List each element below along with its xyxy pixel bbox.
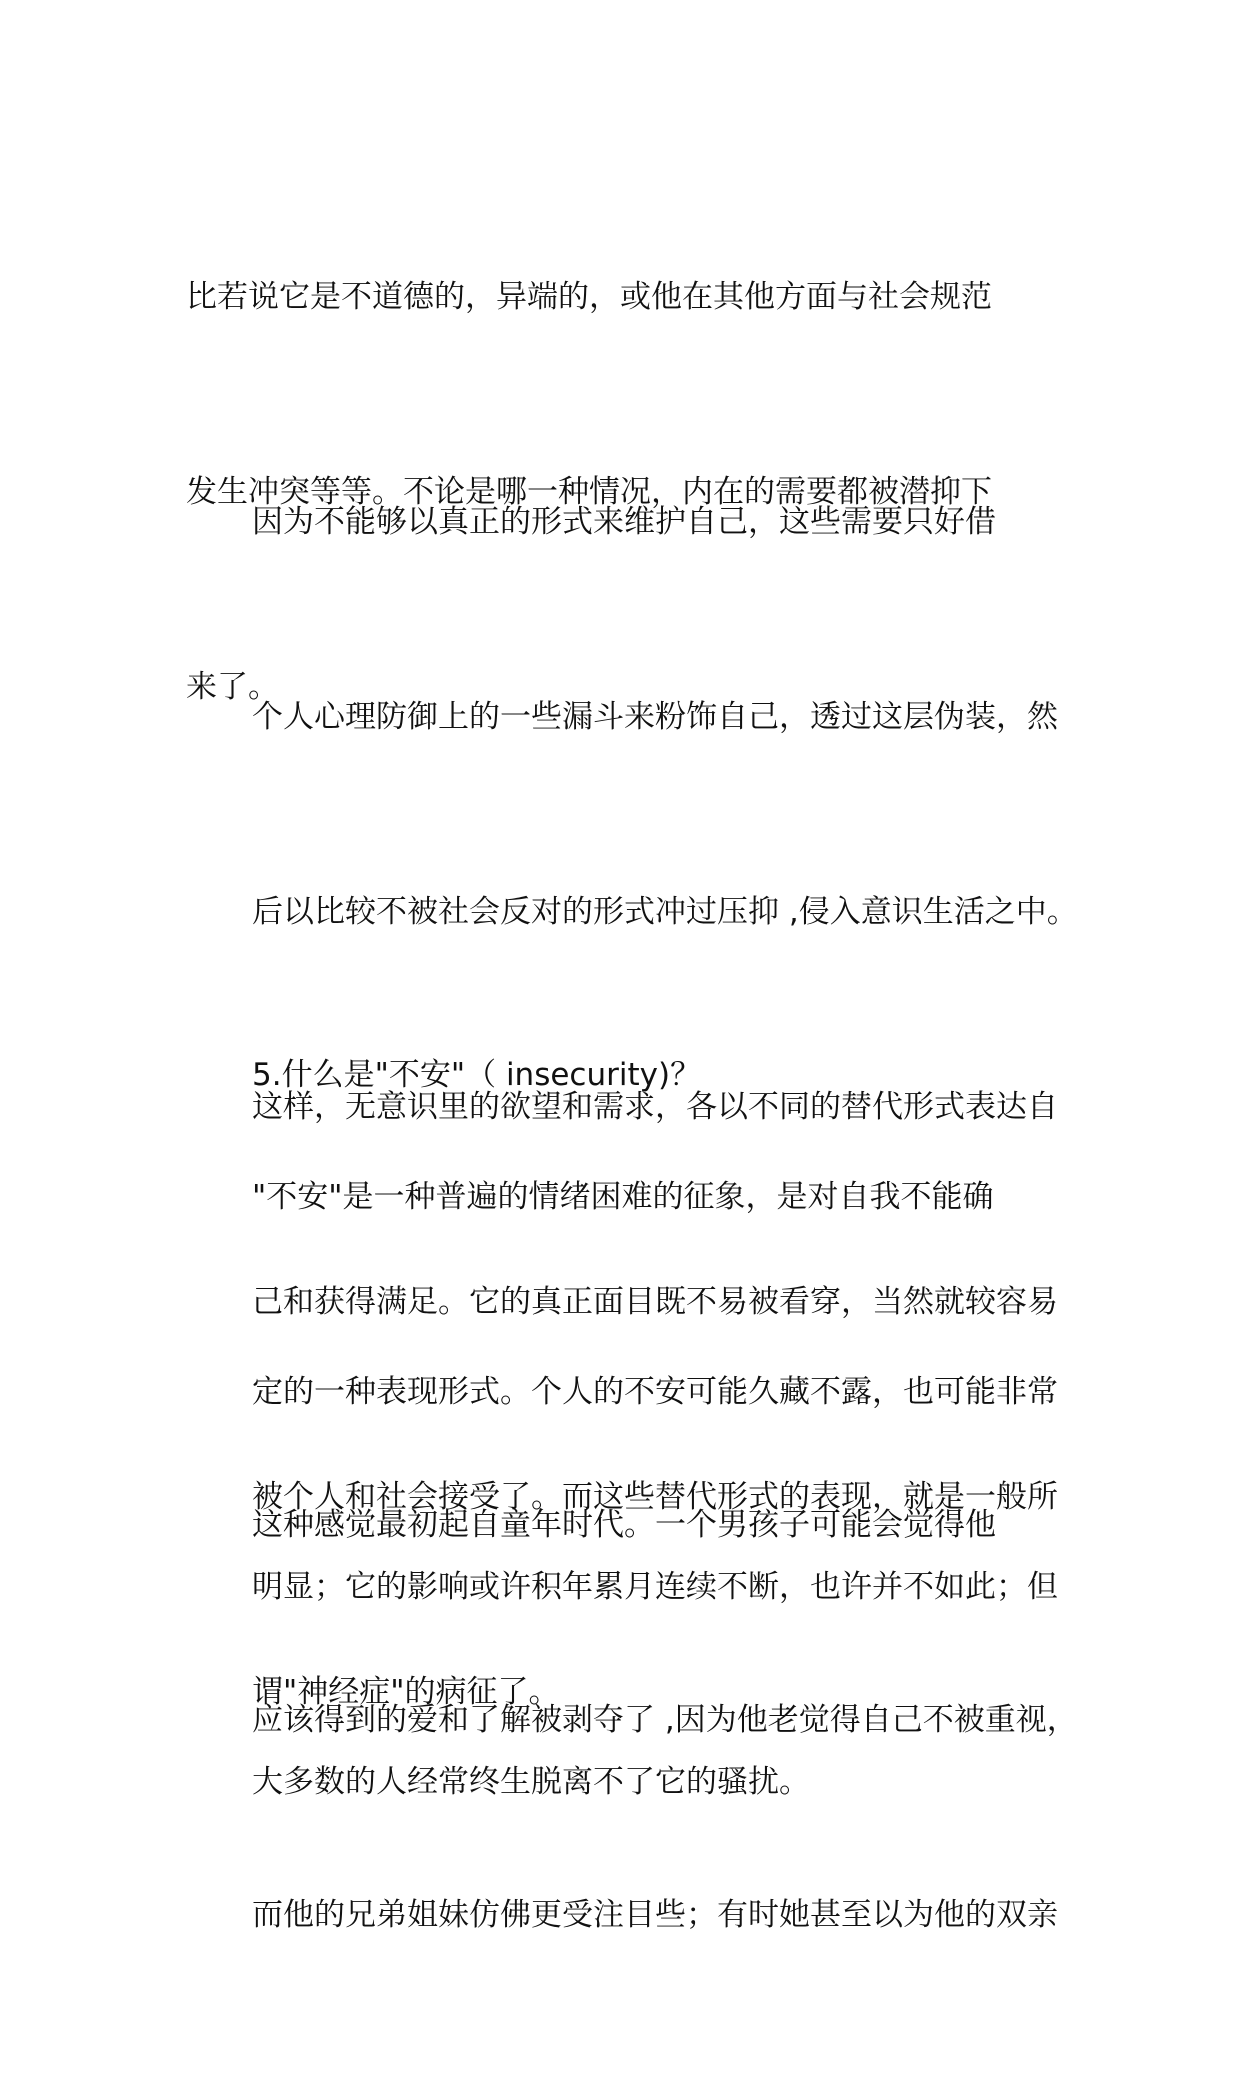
text-line: 己和获得满足。它的真正面目既不易被看穿，当然就较容易 — [252, 1284, 1058, 1320]
heading-text: 5.什么是"不安"（ insecurity)？ — [252, 1057, 702, 1093]
text-line: 定的一种表现形式。个人的不安可能久藏不露，也可能非常 — [252, 1374, 1058, 1410]
paragraph-block — [186, 1363, 1078, 2078]
text-line: 谓"神经症"的病征了。 — [252, 1674, 560, 1710]
text-line: 比若说它是不道德的，异端的，或他在其他方面与社会规范 — [186, 279, 992, 315]
text-line: 而他的兄弟姐妹仿佛更受注目些；有时她甚至以为他的双亲 — [252, 1897, 1058, 1933]
text-line: 后以比较不被社会反对的形式冲过压抑 ,侵入意识生活之中。 — [252, 894, 1078, 930]
text-line: 被个人和社会接受了。而这些替代形式的表现，就是一般所 — [252, 1479, 1058, 1515]
paragraph-4 — [186, 1363, 1078, 2078]
text-line: 这样，无意识里的欲望和需求，各以不同的替代形式表达自 — [252, 1089, 1058, 1125]
text-line: 这种感觉最初起自童年时代。一个男孩子可能会觉得他 — [252, 1507, 996, 1543]
text-line: 来了。 — [186, 669, 279, 705]
text-line: 明显；它的影响或许积年累月连续不断，也许并不如此；但 — [252, 1569, 1058, 1605]
text-line: "不安"是一种普遍的情绪困难的征象，是对自我不能确 — [252, 1179, 994, 1215]
text-line: 应该得到的爱和了解被剥夺了 ,因为他老觉得自己不被重视， — [252, 1702, 1078, 1738]
text-line: 个人心理防御上的一些漏斗来粉饰自己，透过这层伪装，然 — [252, 699, 1058, 735]
text-line: 因为不能够以真正的形式来维护自己，这些需要只好借 — [252, 504, 996, 540]
text-line: 发生冲突等等。不论是哪一种情况，内在的需要都被潜抑下 — [186, 474, 992, 510]
text-line: 大多数的人经常终生脱离不了它的骚扰。 — [252, 1764, 810, 1800]
